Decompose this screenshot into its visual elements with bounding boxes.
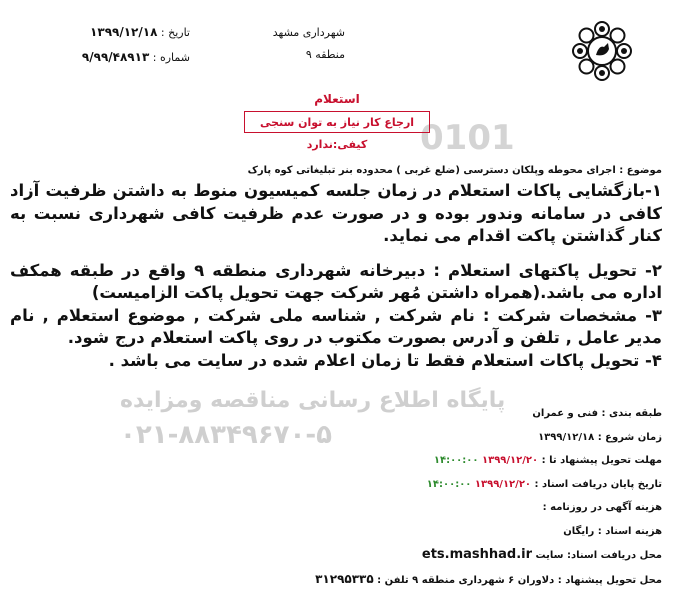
watermark-phone: ۰۲۱-۸۸۳۴۹۶۷۰-۵ <box>120 420 332 450</box>
list-item: ۱-بازگشایی پاکات استعلام در زمان جلسه کمیسیون منوط به داشتن ظرفیت آزاد کافی در سامانه وندور بوده و در صورت عدم ظرفیت کافی شهرداری نسبت به کنار گذاشتن پاکت اقدام می نماید. <box>10 180 662 248</box>
start-value: ۱۳۹۹/۱۲/۱۸ <box>538 432 594 443</box>
deadline-date: ۱۳۹۹/۱۲/۲۰ <box>482 455 538 466</box>
doc-place-label: محل دریافت اسناد: سایت <box>536 550 662 561</box>
list-item: ۳- مشخصات شرکت : نام شرکت , شناسه ملی شرکت , موضوع استعلام , نام مدیر عامل , تلفن و آدرس بصورت مکتوب در روی پاکت استعلام درج شود. <box>10 305 662 350</box>
doc-cost-label: هزینه اسناد : <box>598 526 662 537</box>
doc-cost-value: رایگان <box>563 526 594 537</box>
watermark-site: پایگاه اطلاع رسانی مناقصه ومزایده <box>120 388 505 413</box>
details-block <box>315 402 662 592</box>
start-label: زمان شروع : <box>598 432 662 443</box>
number-value: ۹/۹۹/۴۸۹۱۳ <box>82 50 149 64</box>
org-region: منطقه ۹ <box>265 44 345 66</box>
start-row <box>315 426 662 450</box>
municipality-logo-icon <box>566 15 638 87</box>
note-box: ارجاع کار نیاز به توان سنجی کیفی:ندارد <box>244 111 430 133</box>
doc-end-date: ۱۳۹۹/۱۲/۲۰ <box>475 479 531 490</box>
items-list <box>10 180 662 372</box>
delivery-row <box>315 568 662 592</box>
phone-value: ۳۱۲۹۵۳۳۵ <box>315 572 374 586</box>
list-item: ۲- تحویل پاکتهای استعلام : دبیرخانه شهرداری منطقه ۹ واقع در طبقه همکف اداره می باشد.(همراه داشتن مُهر شرکت جهت تحویل پاکت الزامیست) <box>10 260 662 305</box>
doc-end-time: ۱۴:۰۰:۰۰ <box>427 479 472 490</box>
date-value: ۱۳۹۹/۱۲/۱۸ <box>90 25 157 39</box>
deadline-row <box>315 449 662 473</box>
delivery-label: محل تحویل پیشنهاد : <box>558 575 662 586</box>
doc-place-row <box>315 543 662 568</box>
date-row <box>10 20 190 45</box>
deadline-time: ۱۴:۰۰:۰۰ <box>434 455 479 466</box>
doc-cost-row <box>315 520 662 544</box>
org-name: شهرداری مشهد <box>265 22 345 44</box>
doc-end-label: تاریخ پایان دریافت اسناد : <box>535 479 662 490</box>
subject-line: موضوع : اجرای محوطه وپلکان دسترسی (ضلع غربی ) محدوده بنر تبلیغاتی کوه پارک <box>248 165 662 176</box>
deadline-label: مهلت تحویل پیشنهاد تا : <box>542 455 662 466</box>
org-block <box>265 22 345 66</box>
category-row: طبقه بندی : فنی و عمران <box>315 402 662 426</box>
number-row <box>10 45 190 70</box>
meta-block <box>10 20 190 70</box>
page-title: استعلام <box>0 92 674 106</box>
watermark-number: 0101 <box>420 118 515 158</box>
number-label: شماره : <box>153 51 190 64</box>
phone-label: تلفن : <box>377 575 409 586</box>
doc-end-row <box>315 473 662 497</box>
ad-cost-row: هزینه آگهی در روزنامه : <box>315 496 662 520</box>
doc-place-link[interactable]: ets.mashhad.ir <box>422 547 532 562</box>
date-label: تاریخ : <box>161 26 190 39</box>
list-item: ۴- تحویل پاکات استعلام فقط تا زمان اعلام شده در سایت می باشد . <box>10 350 662 373</box>
delivery-value: دلاوران ۶ شهرداری منطقه ۹ <box>412 575 554 586</box>
